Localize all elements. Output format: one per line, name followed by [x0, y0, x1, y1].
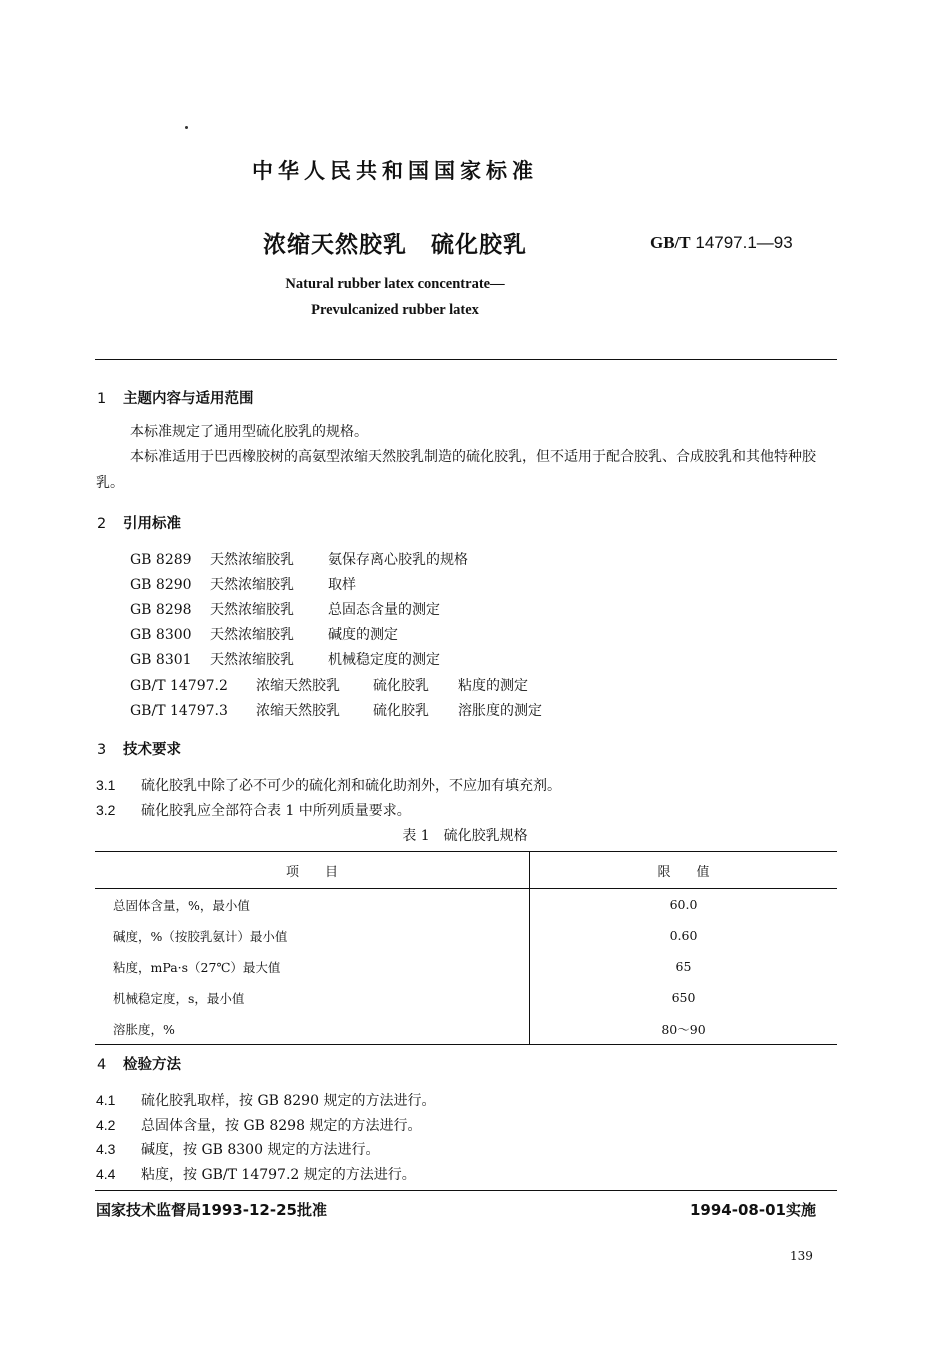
- header-rule: [95, 359, 837, 360]
- clause-item: [96, 1164, 416, 1184]
- table-row: [95, 982, 837, 1013]
- ref-name: 天然浓缩胶乳: [210, 577, 294, 593]
- clause-item: [96, 800, 411, 820]
- clause-item: [96, 1139, 379, 1159]
- reference-item: [130, 675, 528, 695]
- row-value: 60.0: [669, 897, 698, 912]
- standard-code-number: 14797.1—93: [695, 233, 793, 252]
- ref-part: 氨保存离心胶乳的规格: [328, 552, 468, 568]
- ref-name: 浓缩天然胶乳: [256, 678, 340, 694]
- clause-number: 3.1: [96, 777, 116, 793]
- section-4-heading: [97, 1053, 181, 1074]
- ref-part: 碱度的测定: [328, 627, 398, 643]
- ref-extra: 粘度的测定: [458, 678, 528, 694]
- section-number: 4: [97, 1057, 107, 1073]
- table-row: [95, 889, 837, 921]
- scan-speck: [185, 126, 188, 129]
- ref-code: GB 8300: [130, 627, 192, 643]
- english-title-line2: Prevulcanized rubber latex: [311, 302, 479, 318]
- ref-code: GB 8289: [130, 552, 192, 568]
- ref-code: GB 8290: [130, 577, 192, 593]
- clause-number: 3.2: [96, 802, 116, 818]
- clause-text: 粘度，按 GB/T 14797.2 规定的方法进行。: [141, 1167, 416, 1183]
- ref-name: 浓缩天然胶乳: [256, 703, 340, 719]
- row-item: 总固体含量，%，最小值: [95, 889, 530, 921]
- ref-code: GB/T 14797.2: [130, 678, 228, 694]
- clause-text: 硫化胶乳取样，按 GB 8290 规定的方法进行。: [141, 1093, 436, 1109]
- reference-item: [130, 599, 440, 619]
- spec-table: [95, 851, 837, 1045]
- clause-item: [96, 775, 561, 795]
- reference-item: [130, 549, 468, 569]
- reference-item: [130, 624, 398, 644]
- ref-part: 硫化胶乳: [373, 703, 429, 719]
- ref-extra: 溶胀度的测定: [458, 703, 542, 719]
- row-item: 碱度，%（按胶乳氨计）最小值: [95, 920, 530, 951]
- ref-name: 天然浓缩胶乳: [210, 652, 294, 668]
- section-2-heading: [97, 512, 181, 533]
- table-row: [95, 920, 837, 951]
- ref-part: 硫化胶乳: [373, 678, 429, 694]
- effective-date: 1994-08-01实施: [690, 1201, 816, 1219]
- footer-rule: [95, 1190, 837, 1191]
- reference-item: [130, 649, 440, 669]
- reference-item: [130, 574, 356, 594]
- section-1-para-2: 本标准适用于巴西橡胶树的高氨型浓缩天然胶乳制造的硫化胶乳，但不适用于配合胶乳、合成胶乳和其他特种胶乳。: [96, 449, 816, 491]
- section-number: 3: [97, 742, 107, 758]
- col-header-item: 项 目: [95, 852, 530, 889]
- col-header-value: 限 值: [530, 852, 838, 889]
- row-value: 80～90: [530, 1013, 838, 1045]
- ref-code: GB/T 14797.3: [130, 703, 228, 719]
- approval-date: 国家技术监督局1993-12-25批准: [96, 1201, 327, 1219]
- clause-text: 硫化胶乳应全部符合表 1 中所列质量要求。: [141, 803, 411, 819]
- section-3-heading: [97, 738, 181, 759]
- ref-name: 天然浓缩胶乳: [210, 602, 294, 618]
- page-number: 139: [790, 1249, 813, 1263]
- ref-part: 总固态含量的测定: [328, 602, 440, 618]
- clause-number: 4.1: [96, 1092, 116, 1108]
- section-title: 检验方法: [123, 1057, 181, 1073]
- table-header-row: [95, 852, 837, 889]
- standard-code-prefix: GB/T: [650, 233, 691, 252]
- row-item: 机械稳定度，s，最小值: [95, 982, 530, 1013]
- section-title: 主题内容与适用范围: [123, 391, 254, 407]
- national-standard-heading: 中华人民共和国国家标准: [252, 159, 538, 183]
- ref-name: 天然浓缩胶乳: [210, 552, 294, 568]
- ref-part: 取样: [328, 577, 356, 593]
- section-1-para-1: 本标准规定了通用型硫化胶乳的规格。: [130, 424, 368, 440]
- section-title: 引用标准: [123, 516, 181, 532]
- clause-item: [96, 1090, 435, 1110]
- section-1-heading: [97, 387, 254, 408]
- english-title-line1: Natural rubber latex concentrate—: [285, 276, 505, 292]
- clause-item: [96, 1115, 421, 1135]
- table-row: [95, 951, 837, 982]
- section-title: 技术要求: [123, 742, 181, 758]
- ref-code: GB 8298: [130, 602, 192, 618]
- table-caption: 表 1 硫化胶乳规格: [402, 828, 528, 844]
- clause-number: 4.2: [96, 1117, 116, 1133]
- section-number: 2: [97, 516, 107, 532]
- row-item: 溶胀度，%: [95, 1013, 530, 1045]
- standard-number: [650, 233, 793, 253]
- clause-text: 硫化胶乳中除了必不可少的硫化剂和硫化助剂外，不应加有填充剂。: [141, 778, 561, 794]
- table-row: [95, 1013, 837, 1045]
- clause-text: 总固体含量，按 GB 8298 规定的方法进行。: [141, 1118, 422, 1134]
- row-value: 0.60: [669, 928, 698, 943]
- ref-part: 机械稳定度的测定: [328, 652, 440, 668]
- clause-number: 4.3: [96, 1141, 116, 1157]
- row-value: 65: [675, 959, 692, 974]
- document-title: 浓缩天然胶乳 硫化胶乳: [263, 232, 527, 258]
- row-value: 650: [671, 990, 696, 1005]
- clause-text: 碱度，按 GB 8300 规定的方法进行。: [141, 1142, 380, 1158]
- ref-code: GB 8301: [130, 652, 192, 668]
- section-number: 1: [97, 391, 107, 407]
- reference-item: [130, 700, 542, 720]
- row-item: 粘度，mPa·s（27℃）最大值: [95, 951, 530, 982]
- clause-number: 4.4: [96, 1166, 116, 1182]
- ref-name: 天然浓缩胶乳: [210, 627, 294, 643]
